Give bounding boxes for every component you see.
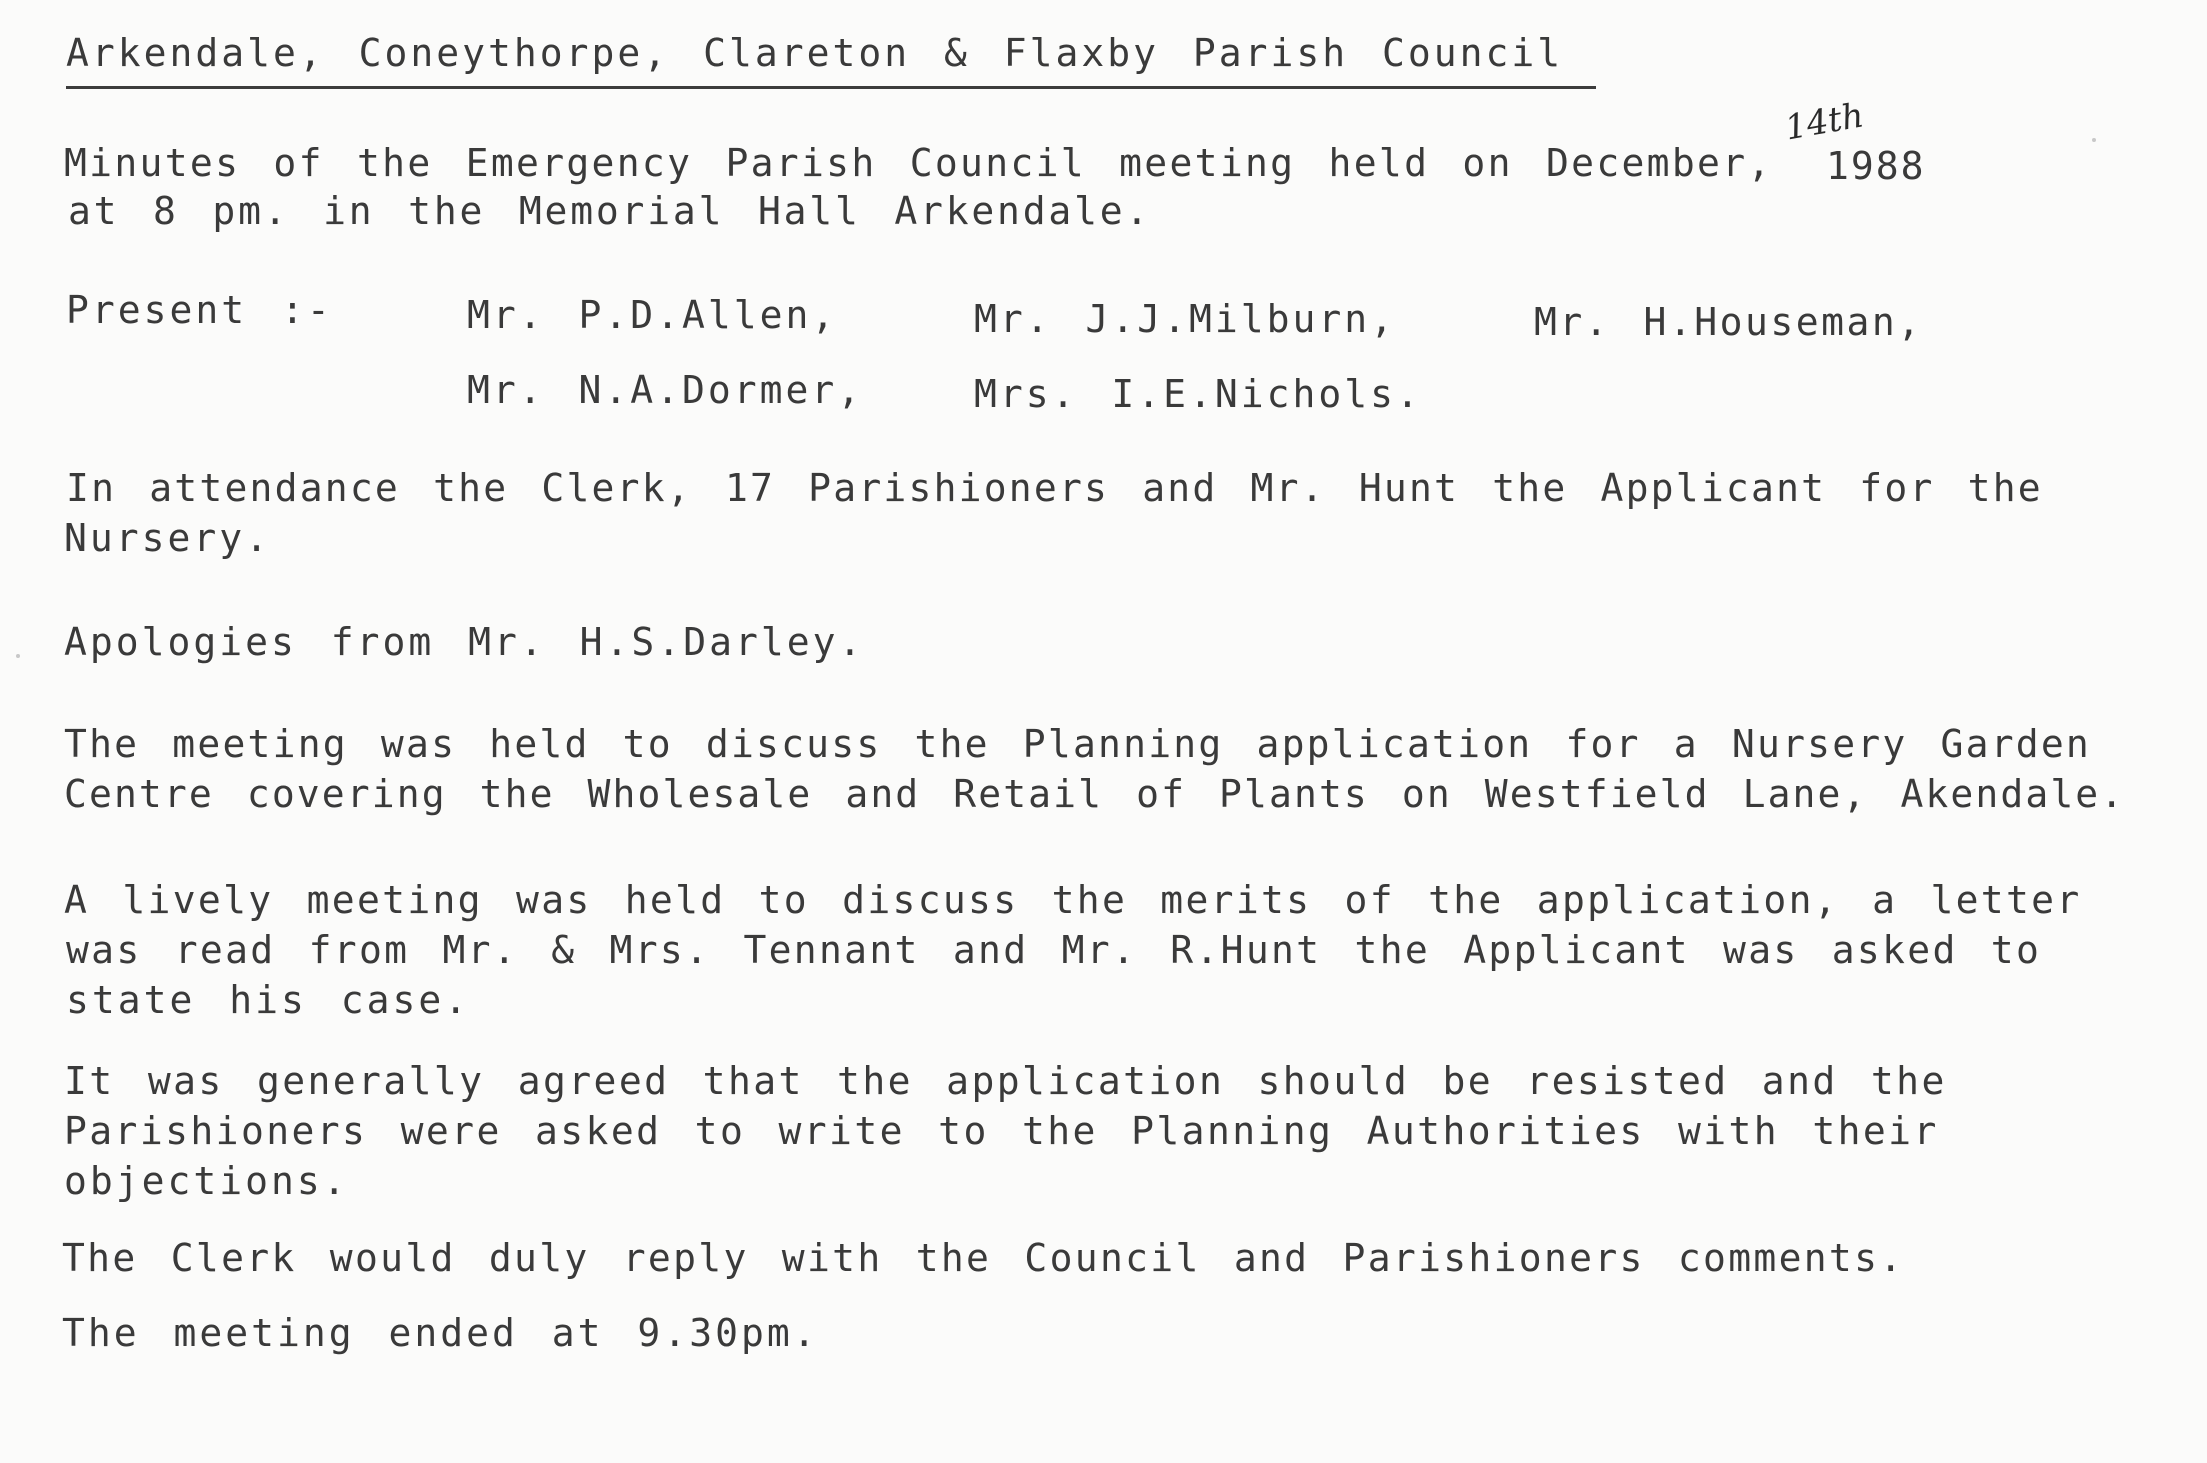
minutes-line-1-text: Minutes of the Emergency Parish Council meeting held on December, xyxy=(64,141,1773,185)
reply-line: The Clerk would duly reply with the Council and Parishioners comments. xyxy=(62,1236,1905,1280)
paper-speck xyxy=(16,654,20,658)
closing-line: The meeting ended at 9.30pm. xyxy=(62,1311,819,1355)
discussion-line: was read from Mr. & Mrs. Tennant and Mr. R.Hunt the Applicant was asked to xyxy=(66,928,2042,972)
present-name: Mr. H.Houseman, xyxy=(1534,300,1923,344)
attendance-line: In attendance the Clerk, 17 Parishioners and Mr. Hunt the Applicant for the xyxy=(66,466,2043,510)
present-name: Mr. N.A.Dormer, xyxy=(467,368,864,412)
present-name: Mr. P.D.Allen, xyxy=(467,293,838,337)
document-title: Arkendale, Coneythorpe, Clareton & Flaxby Parish Council xyxy=(66,31,1564,75)
present-name: Mrs. I.E.Nichols. xyxy=(974,372,1422,416)
apologies-line: Apologies from Mr. H.S.Darley. xyxy=(64,620,865,664)
resolution-line: Parishioners were asked to write to the Planning Authorities with their xyxy=(64,1109,1939,1153)
present-label: Present :- xyxy=(66,288,333,332)
present-name: Mr. J.J.Milburn, xyxy=(974,297,1397,341)
minutes-line-1 xyxy=(64,140,1773,186)
paper-speck xyxy=(2092,138,2096,142)
discussion-line: A lively meeting was held to discuss the merits of the application, a letter xyxy=(64,878,2082,922)
attendance-line: Nursery. xyxy=(64,516,272,560)
resolution-line: It was generally agreed that the application should be resisted and the xyxy=(64,1059,1947,1103)
title-underline xyxy=(66,86,1596,89)
handwritten-date: 14th xyxy=(1782,95,1867,149)
purpose-line: The meeting was held to discuss the Planning application for a Nursery Garden xyxy=(64,722,2092,766)
resolution-line: objections. xyxy=(64,1159,349,1203)
minutes-line-2: at 8 pm. in the Memorial Hall Arkendale. xyxy=(68,189,1152,233)
minutes-year: 1988 xyxy=(1826,144,1926,188)
purpose-line: Centre covering the Wholesale and Retail of Plants on Westfield Lane, Akendale. xyxy=(64,772,2126,816)
discussion-line: state his case. xyxy=(66,978,471,1022)
